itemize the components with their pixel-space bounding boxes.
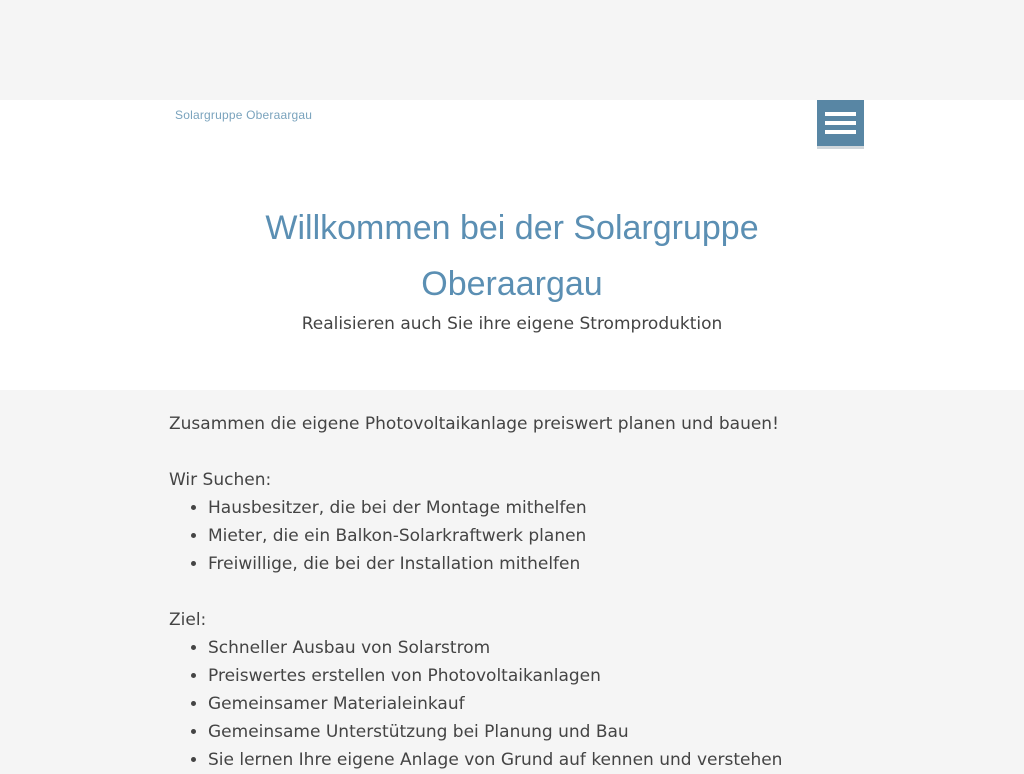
list-item: • Freiwillige, die bei der Installation mithelfen bbox=[208, 550, 1024, 578]
list-item: • Preiswertes erstellen von Photovoltaikanlagen bbox=[208, 662, 1024, 690]
site-header bbox=[0, 100, 1024, 390]
page-title-line-2: Oberaargau bbox=[421, 265, 603, 303]
intro-text: Zusammen die eigene Photovoltaikanlage preiswert planen und bauen! bbox=[169, 414, 779, 434]
main-content bbox=[0, 390, 1024, 774]
list-item: • Gemeinsamer Materialeinkauf bbox=[208, 690, 1024, 718]
list-item: • Gemeinsame Unterstützung bei Planung und Bau bbox=[208, 718, 1024, 746]
list-item: • Mieter, die ein Balkon-Solarkraftwerk planen bbox=[208, 522, 1024, 550]
search-list bbox=[169, 494, 1024, 578]
goal-heading: Ziel: bbox=[169, 610, 207, 630]
brand-link[interactable]: Solargruppe Oberaargau bbox=[175, 108, 313, 122]
menu-button[interactable] bbox=[817, 100, 864, 149]
page-subtitle: Realisieren auch Sie ihre eigene Stromproduktion bbox=[301, 314, 723, 334]
goal-list bbox=[169, 634, 1024, 774]
spacer bbox=[169, 578, 1024, 606]
list-item: • Hausbesitzer, die bei der Montage mithelfen bbox=[208, 494, 1024, 522]
search-heading: Wir Suchen: bbox=[169, 470, 272, 490]
hamburger-menu-icon bbox=[825, 112, 856, 116]
page-title-line-1: Willkommen bei der Solargruppe bbox=[265, 209, 759, 247]
hamburger-menu-icon-bar bbox=[825, 130, 856, 134]
spacer bbox=[169, 438, 1024, 466]
list-item: • Sie lernen Ihre eigene Anlage von Grund auf kennen und verstehen bbox=[208, 746, 1024, 774]
page-title bbox=[0, 200, 1024, 312]
hamburger-menu-icon-bar bbox=[825, 121, 856, 125]
list-item: • Schneller Ausbau von Solarstrom bbox=[208, 634, 1024, 662]
top-spacer bbox=[0, 0, 1024, 100]
